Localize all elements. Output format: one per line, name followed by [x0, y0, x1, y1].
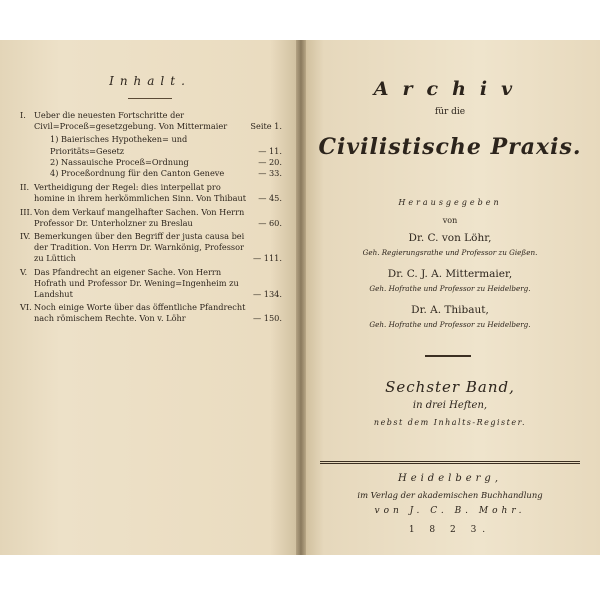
- contents-entry: [20, 267, 282, 301]
- subentry-text: 4) Proceßordnung für den Canton Geneve: [50, 168, 225, 179]
- imprint-city: Heidelberg,: [397, 473, 503, 484]
- volume-label: Sechster Band,: [385, 378, 515, 396]
- subentry-text: 1) Baierisches Hypotheken= und Prioritäts=Gesetz: [50, 134, 188, 156]
- subentry-page: — 20.: [258, 156, 282, 167]
- editor-name: Dr. C. von Löhr,: [408, 232, 492, 244]
- contents-list: [20, 110, 282, 327]
- editor-title: Geh. Hofrathe und Professor zu Heidelberg.: [369, 320, 531, 329]
- contents-entry: [20, 182, 282, 204]
- imprint-verlag: im Verlag der akademischen Buchhandlung: [357, 490, 543, 500]
- editor-title: Geh. Hofrathe und Professor zu Heidelberg.: [369, 284, 531, 293]
- entry-number: VI.: [20, 302, 32, 313]
- divider-rule: [425, 355, 471, 357]
- editor-name: Dr. A. Thibaut,: [411, 304, 489, 316]
- main-title: Civilistische Praxis.: [318, 134, 582, 160]
- herausgegeben-label: Herausgegeben: [398, 198, 502, 207]
- entry-text: Vertheidigung der Regel: dies interpellat pro homine in ihrem herkömmlichen Sinn. Von Thibaut: [34, 182, 247, 204]
- imprint-year: 1 8 2 3.: [408, 525, 492, 535]
- entry-number: I.: [20, 110, 26, 120]
- imprint-publisher: von J. C. B. Mohr.: [374, 506, 526, 516]
- entry-page: — 111.: [252, 253, 282, 264]
- contents-subentry: [50, 157, 282, 168]
- entry-text: Bemerkungen über den Begriff der justa causa bei der Tradition. Von Herrn Dr. Warnkönig, Professor zu Lüttich: [34, 231, 245, 264]
- entry-number: IV.: [20, 231, 31, 242]
- entry-page: — 45.: [258, 193, 282, 204]
- subentry-text: 2) Nassauische Proceß=Ordnung: [50, 156, 189, 167]
- contents-entry: [20, 207, 282, 229]
- editor-name: Dr. C. J. A. Mittermaier,: [387, 268, 513, 280]
- entry-page: — 134.: [252, 289, 282, 300]
- double-rule: [320, 461, 580, 464]
- title-fuer-die: für die: [434, 107, 466, 117]
- title-rule: [128, 98, 172, 99]
- entry-page: — 150.: [252, 313, 282, 324]
- editor-title: Geh. Regierungsrathe und Professor zu Gießen.: [362, 248, 538, 257]
- entry-page: — 60.: [258, 217, 282, 228]
- von-label: von: [442, 216, 458, 225]
- issues-label: in drei Heften,: [412, 400, 488, 411]
- journal-title-archiv: Archiv: [373, 78, 527, 100]
- left-page-contents: [0, 40, 300, 555]
- contents-entry: [20, 231, 282, 265]
- register-label: nebst dem Inhalts-Register.: [373, 418, 527, 427]
- contents-subentry: [50, 168, 282, 179]
- contents-entry: [20, 302, 282, 324]
- entry-text: Von dem Verkauf mangelhafter Sachen. Von Herrn Professor Dr. Unterholzner zu Breslau: [34, 206, 245, 228]
- entry-text: Ueber die neuesten Fortschritte der Civil=Proceß=gesetzgebung. Von Mittermaier: [34, 110, 228, 132]
- entry-text: Noch einige Worte über das öffentliche Pfandrecht nach römischem Rechte. Von v. Löhr: [34, 302, 246, 324]
- entry-text: Das Pfandrecht an eigener Sache. Von Herrn Hofrath und Professor Dr. Wening=Ingenheim zu Landshut: [34, 266, 239, 300]
- subentry-page: — 33.: [258, 168, 282, 179]
- contents-subentry: [50, 134, 282, 156]
- entry-number: III.: [20, 206, 33, 217]
- entry-page: Seite 1.: [250, 121, 282, 131]
- entry-number: II.: [20, 182, 30, 193]
- subentry-page: — 11.: [258, 145, 282, 156]
- contents-title: Inhalt.: [109, 74, 191, 88]
- contents-entry: [20, 110, 282, 132]
- entry-number: V.: [20, 266, 28, 277]
